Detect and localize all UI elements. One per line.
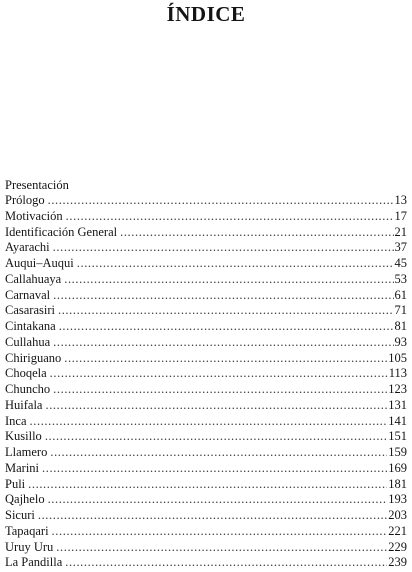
page-title: ÍNDICE (166, 2, 246, 26)
toc-entry-page-number: 159 (388, 445, 407, 459)
toc-entry-page-number: 81 (394, 319, 407, 333)
toc-entry-label: Motivación (5, 208, 63, 223)
dot-leader (48, 492, 388, 508)
toc-entry-label: Puli (5, 476, 26, 491)
toc-entry (5, 492, 407, 508)
toc-entry-label: Inca (5, 413, 27, 428)
toc-entry (5, 335, 407, 351)
toc-entry-page-number: 181 (388, 476, 407, 491)
toc-entry-page-number: 203 (388, 508, 407, 522)
table-of-contents (5, 193, 407, 571)
toc-entry-page-number: 13 (394, 193, 407, 207)
toc-entry-label: Auqui–Auqui (5, 256, 74, 270)
dot-leader (48, 193, 394, 209)
dot-leader (45, 429, 387, 445)
toc-entry-page-number: 221 (388, 523, 407, 538)
toc-entry (5, 414, 407, 430)
toc-entry-page-number: 239 (388, 555, 407, 570)
toc-entry-page-number: 151 (388, 429, 407, 444)
toc-entry-label: Chiriguano (5, 350, 62, 365)
toc-entry (5, 225, 407, 241)
toc-entry-page-number: 123 (388, 382, 407, 396)
toc-entry-label: Identificación General (5, 224, 118, 239)
toc-entry-page-number: 71 (394, 303, 407, 318)
toc-entry (5, 540, 407, 556)
toc-entry-label: Cullahua (5, 334, 51, 349)
toc-entry-page-number: 141 (388, 413, 407, 428)
toc-entry-page-number: 113 (388, 366, 407, 381)
toc-entry-label: Cintakana (5, 319, 56, 333)
dot-leader (77, 256, 394, 272)
toc-entry (5, 256, 407, 272)
toc-entry-page-number: 169 (388, 460, 407, 475)
toc-entry-label: Uruy Uru (5, 539, 54, 554)
toc-entry-label: Kusillo (5, 429, 42, 444)
dot-leader (64, 272, 393, 288)
toc-entry (5, 366, 407, 382)
dot-leader (56, 540, 387, 556)
toc-entry-page-number: 131 (388, 397, 407, 412)
dot-leader (53, 288, 393, 304)
toc-entry (5, 382, 407, 398)
toc-entry (5, 555, 407, 571)
toc-entry (5, 461, 407, 477)
toc-entry-page-number: 105 (388, 350, 407, 365)
dot-leader (50, 366, 388, 382)
dot-leader (58, 303, 394, 319)
toc-entry-label: Carnaval (5, 287, 51, 302)
toc-entry-page-number: 229 (388, 539, 407, 554)
dot-leader (53, 382, 387, 398)
toc-entry-label: Ayarachi (5, 240, 50, 255)
toc-entry-page-number: 93 (394, 334, 407, 349)
dot-leader (38, 508, 387, 524)
toc-entry-page-number: 37 (394, 240, 407, 255)
toc-entry-label: La Pandilla (5, 555, 63, 570)
toc-entry (5, 240, 407, 256)
toc-entry (5, 445, 407, 461)
toc-entry-page-number: 21 (394, 224, 407, 239)
toc-entry-label: Sicuri (5, 508, 35, 522)
toc-entry (5, 303, 407, 319)
toc-entry-label: Choqela (5, 366, 47, 381)
toc-entry (5, 209, 407, 225)
toc-entry-label: Huifala (5, 397, 43, 412)
dot-leader (28, 477, 387, 493)
toc-entry-label: Chuncho (5, 382, 51, 396)
toc-entry (5, 193, 407, 209)
dot-leader (50, 445, 387, 461)
section-heading: Presentación (5, 178, 69, 192)
toc-entry-label: Callahuaya (5, 271, 62, 286)
toc-entry (5, 398, 407, 414)
toc-entry-page-number: 193 (388, 492, 407, 507)
dot-leader (66, 209, 394, 225)
dot-leader (30, 414, 388, 430)
toc-entry-label: Qajhelo (5, 492, 45, 507)
dot-leader (52, 524, 388, 540)
dot-leader (65, 555, 387, 571)
toc-entry-label: Prólogo (5, 193, 45, 207)
dot-leader (42, 461, 387, 477)
toc-entry (5, 351, 407, 367)
toc-entry-label: Llamero (5, 445, 48, 459)
toc-entry-page-number: 45 (394, 256, 407, 270)
dot-leader (53, 240, 394, 256)
dot-leader (45, 398, 387, 414)
toc-entry-label: Casarasiri (5, 303, 55, 318)
toc-entry (5, 319, 407, 335)
dot-leader (64, 351, 387, 367)
toc-entry (5, 524, 407, 540)
toc-entry (5, 288, 407, 304)
dot-leader (53, 335, 393, 351)
toc-entry-label: Marini (5, 460, 40, 475)
toc-entry (5, 429, 407, 445)
toc-entry (5, 477, 407, 493)
toc-entry-label: Tapaqari (5, 523, 49, 538)
toc-entry-page-number: 53 (394, 271, 407, 286)
toc-entry-page-number: 61 (394, 287, 407, 302)
toc-entry-page-number: 17 (394, 208, 407, 223)
toc-entry (5, 508, 407, 524)
toc-entry (5, 272, 407, 288)
dot-leader (59, 319, 394, 335)
dot-leader (120, 225, 393, 241)
